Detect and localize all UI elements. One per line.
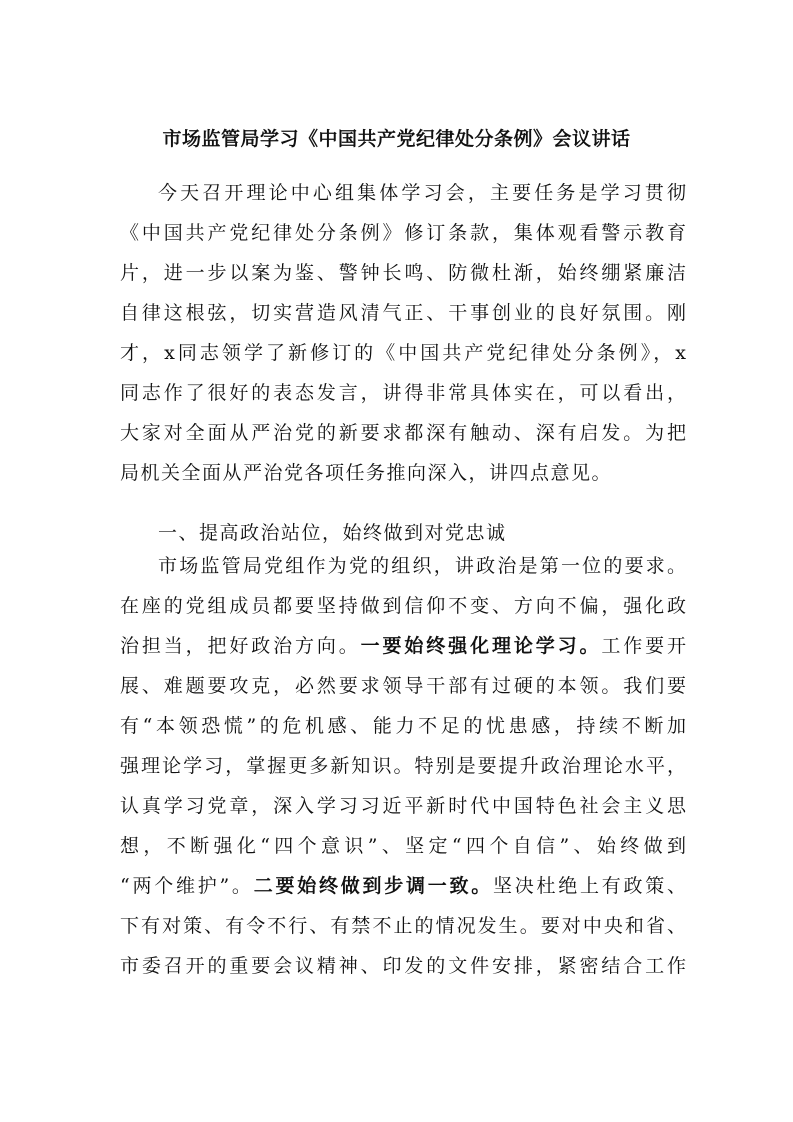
text-segment: 同志作了很好的表态发言，讲得非常具体实在，可以看出， (120, 382, 686, 404)
text-segment: 工作要开 (601, 635, 686, 657)
text-line (120, 293, 686, 333)
text-line (120, 213, 686, 253)
text-line (120, 666, 686, 706)
text-segment: 局机关全面从严治党各项任务推向深入，讲四点意见。 (120, 462, 613, 484)
text-segment: “两个维护”。 (120, 875, 254, 897)
text-segment: 认真学习党章，深入学习习近平新时代中国特色社会主义思 (120, 795, 686, 817)
text-line (120, 333, 686, 373)
text-line (158, 546, 686, 586)
text-segment: 一、提高政治站位，始终做到对党忠诚 (158, 522, 507, 544)
text-segment: 有“本领恐慌”的危机感、能力不足的忧患感，持续不断加 (120, 715, 686, 737)
document-title: 市场监管局学习《中国共产党纪律处分条例》会议讲话 (162, 128, 631, 150)
bold-phrase: 一要始终强化理论学习。 (360, 635, 602, 657)
text-line (158, 173, 686, 213)
text-segment: 市场监管局党组作为党的组织，讲政治是第一位的要求。 (158, 555, 686, 577)
text-segment: 《中国共产党纪律处分条例》修订条款，集体观看警示教育 (120, 222, 686, 244)
text-segment: 今天召开理论中心组集体学习会，主要任务是学习贯彻 (158, 182, 686, 204)
text-segment: 市委召开的重要会议精神、印发的文件安排，紧密结合工作 (120, 955, 686, 977)
text-line (120, 906, 686, 946)
text-segment: 展、难题要攻克，必然要求领导干部有过硬的本领。我们要 (120, 675, 686, 697)
text-line (120, 826, 686, 866)
text-segment: 自律这根弦，切实营造风清气正、干事创业的良好氛围。刚 (120, 302, 686, 324)
text-line (120, 453, 686, 493)
text-segment: 坚决杜绝上有政策、 (492, 875, 686, 897)
text-line (120, 706, 686, 746)
text-line (120, 866, 686, 906)
text-segment: 想，不断强化“四个意识”、坚定“四个自信”、始终做到 (120, 835, 686, 857)
text-line (120, 786, 686, 826)
text-line (120, 373, 686, 413)
text-segment: 大家对全面从严治党的新要求都深有触动、深有启发。为把 (120, 422, 686, 444)
text-segment: 片，进一步以案为鉴、警钟长鸣、防微杜渐，始终绷紧廉洁 (120, 262, 686, 284)
text-line (120, 413, 686, 453)
text-segment: 在座的党组成员都要坚持做到信仰不变、方向不偏，强化政 (120, 595, 686, 617)
text-segment: 下有对策、有令不行、有禁不止的情况发生。要对中央和省、 (120, 915, 686, 937)
text-line (120, 586, 686, 626)
bold-phrase: 二要始终做到步调一致。 (253, 875, 493, 897)
text-line (120, 626, 686, 666)
text-line (120, 253, 686, 293)
text-segment: 才，x同志领学了新修订的《中国共产党纪律处分条例》，x (120, 342, 686, 364)
text-segment: 强理论学习，掌握更多新知识。特别是要提升政治理论水平， (120, 755, 686, 777)
text-line (120, 746, 686, 786)
text-segment: 治担当，把好政治方向。 (120, 635, 361, 657)
text-line (120, 946, 686, 986)
